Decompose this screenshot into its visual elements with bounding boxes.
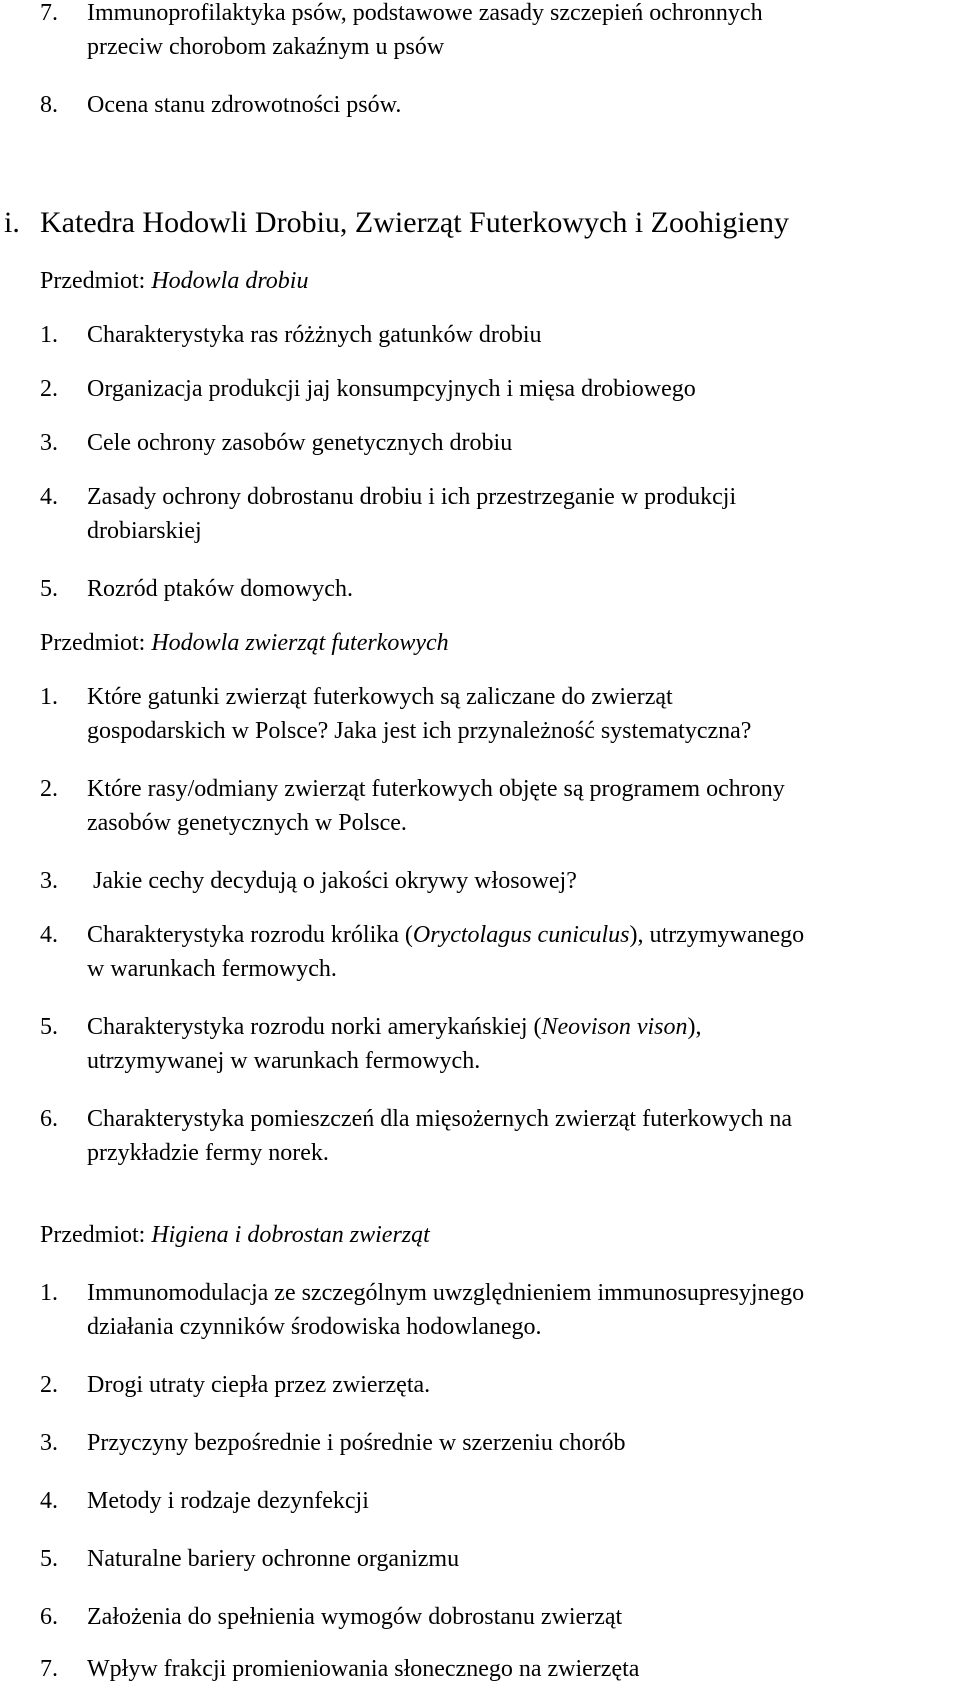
- list-item: [0, 1600, 955, 1634]
- item-number: 3.: [40, 430, 58, 456]
- item-number: 5.: [40, 576, 58, 602]
- list-item: [0, 1276, 955, 1344]
- item-line: przykładzie fermy norek.: [87, 1140, 329, 1166]
- list-item: [0, 1368, 955, 1402]
- item-number: 7.: [40, 1656, 58, 1682]
- item-line: Metody i rodzaje dezynfekcji: [87, 1488, 369, 1514]
- item-text-part: Charakterystyka rozrodu królika (: [87, 922, 413, 948]
- list-item: [0, 864, 955, 898]
- item-text: [87, 1652, 955, 1686]
- item-text: [87, 0, 955, 64]
- list-item: [0, 480, 955, 548]
- subject-name: Hodowla zwierząt futerkowych: [151, 630, 449, 656]
- section-marker: i.: [4, 206, 20, 239]
- item-text: [87, 88, 955, 122]
- list-item: [0, 88, 955, 122]
- list-item: [0, 572, 955, 606]
- section-title: Katedra Hodowli Drobiu, Zwierząt Futerkowych i Zoohigieny: [40, 206, 789, 239]
- subject-label: Przedmiot:: [40, 630, 152, 656]
- subject-label: Przedmiot:: [40, 268, 152, 294]
- item-text: [87, 680, 955, 748]
- item-text-part: ), utrzymywanego: [629, 922, 805, 948]
- item-text: [87, 864, 955, 898]
- item-number: 3.: [40, 868, 58, 894]
- item-text: [87, 1368, 955, 1402]
- species-name: Neovison vison: [541, 1014, 688, 1040]
- item-line: Ocena stanu zdrowotności psów.: [87, 92, 402, 118]
- item-line: Założenia do spełnienia wymogów dobrostanu zwierząt: [87, 1604, 623, 1630]
- item-text: [87, 572, 955, 606]
- item-number: 2.: [40, 376, 58, 402]
- item-line: Drogi utraty ciepła przez zwierzęta.: [87, 1372, 431, 1398]
- item-line: gospodarskich w Polsce? Jaka jest ich przynależność systematyczna?: [87, 718, 752, 744]
- item-line: Immunoprofilaktyka psów, podstawowe zasady szczepień ochronnych: [87, 0, 763, 26]
- list-item: [0, 1652, 955, 1686]
- list-item: [0, 1542, 955, 1576]
- subject-label: Przedmiot:: [40, 1222, 152, 1248]
- item-line: Wpływ frakcji promieniowania słonecznego na zwierzęta: [87, 1656, 640, 1682]
- item-line: Organizacja produkcji jaj konsumpcyjnych i mięsa drobiowego: [87, 376, 696, 402]
- item-number: 3.: [40, 1430, 58, 1456]
- item-number: 5.: [40, 1014, 58, 1040]
- list-item: [0, 0, 955, 64]
- item-line: [87, 1010, 955, 1044]
- species-name: Oryctolagus cuniculus: [412, 922, 630, 948]
- item-line: Cele ochrony zasobów genetycznych drobiu: [87, 430, 513, 456]
- item-number: 4.: [40, 484, 58, 510]
- item-number: 6.: [40, 1604, 58, 1630]
- item-number: 2.: [40, 776, 58, 802]
- section-heading: [0, 206, 955, 240]
- item-line: utrzymywanej w warunkach fermowych.: [87, 1048, 481, 1074]
- item-line: Przyczyny bezpośrednie i pośrednie w szerzeniu chorób: [87, 1430, 626, 1456]
- item-line: Naturalne bariery ochronne organizmu: [87, 1546, 460, 1572]
- item-number: 7.: [40, 0, 58, 26]
- list-item: [0, 1484, 955, 1518]
- item-line: działania czynników środowiska hodowlanego.: [87, 1314, 542, 1340]
- subject-heading: [40, 1218, 430, 1252]
- item-line: Jakie cechy decydują o jakości okrywy włosowej?: [87, 868, 577, 894]
- subject-name: Higiena i dobrostan zwierząt: [151, 1222, 430, 1248]
- item-number: 1.: [40, 1280, 58, 1306]
- item-line: Rozród ptaków domowych.: [87, 576, 353, 602]
- item-line: [87, 918, 955, 952]
- item-text: [87, 1102, 955, 1170]
- item-line: zasobów genetycznych w Polsce.: [87, 810, 407, 836]
- item-text: [87, 1010, 955, 1078]
- subject-heading: [40, 264, 308, 298]
- subject-name: Hodowla drobiu: [151, 268, 309, 294]
- list-item: [0, 918, 955, 986]
- item-text: [87, 1600, 955, 1634]
- item-line: Immunomodulacja ze szczególnym uwzględnieniem immunosupresyjnego: [87, 1280, 805, 1306]
- item-text-part: ),: [687, 1014, 702, 1040]
- list-item: [0, 1102, 955, 1170]
- item-text: [87, 1484, 955, 1518]
- item-text: [87, 318, 955, 352]
- subject-heading: [40, 626, 449, 660]
- item-text: [87, 1276, 955, 1344]
- item-text: [87, 1426, 955, 1460]
- item-line: przeciw chorobom zakaźnym u psów: [87, 34, 445, 60]
- item-number: 1.: [40, 684, 58, 710]
- item-text: [87, 426, 955, 460]
- item-line: drobiarskiej: [87, 518, 202, 544]
- item-number: 4.: [40, 1488, 58, 1514]
- item-text-part: Charakterystyka rozrodu norki amerykańskiej (: [87, 1014, 542, 1040]
- list-item: [0, 1010, 955, 1078]
- item-number: 6.: [40, 1106, 58, 1132]
- item-line: Które rasy/odmiany zwierząt futerkowych objęte są programem ochrony: [87, 776, 785, 802]
- item-text: [87, 1542, 955, 1576]
- item-line: Które gatunki zwierząt futerkowych są zaliczane do zwierząt: [87, 684, 673, 710]
- list-item: [0, 318, 955, 352]
- list-item: [0, 372, 955, 406]
- item-text: [87, 372, 955, 406]
- list-item: [0, 772, 955, 840]
- item-text: [87, 918, 955, 986]
- item-number: 8.: [40, 92, 58, 118]
- item-number: 4.: [40, 922, 58, 948]
- list-item: [0, 680, 955, 748]
- item-line: Zasady ochrony dobrostanu drobiu i ich przestrzeganie w produkcji: [87, 484, 737, 510]
- list-item: [0, 1426, 955, 1460]
- item-number: 1.: [40, 322, 58, 348]
- item-number: 2.: [40, 1372, 58, 1398]
- item-text: [87, 772, 955, 840]
- list-item: [0, 426, 955, 460]
- item-number: 5.: [40, 1546, 58, 1572]
- item-text: [87, 480, 955, 548]
- item-line: w warunkach fermowych.: [87, 956, 337, 982]
- item-line: Charakterystyka ras różżnych gatunków drobiu: [87, 322, 542, 348]
- item-line: Charakterystyka pomieszczeń dla mięsożernych zwierząt futerkowych na: [87, 1106, 793, 1132]
